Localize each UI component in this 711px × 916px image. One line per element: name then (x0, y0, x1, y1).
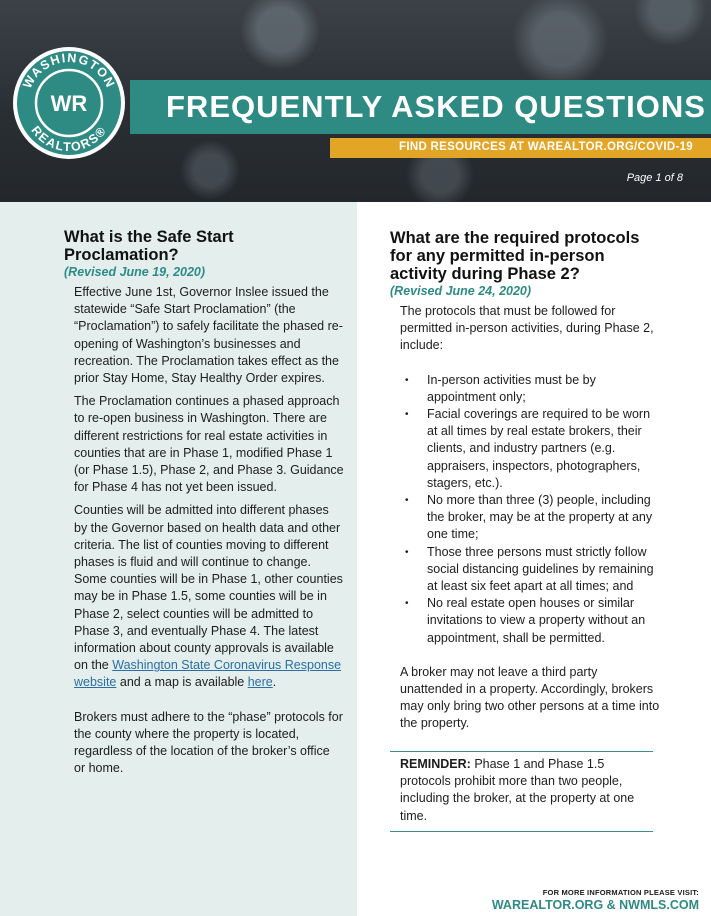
revised-date: (Revised June 19, 2020) (64, 265, 206, 279)
faq-phase2-protocols (390, 229, 660, 733)
coronavirus-response-link[interactable]: Washington State Coronavirus Response website (74, 658, 342, 690)
paragraph-text: . (272, 675, 277, 690)
title-band (130, 80, 711, 134)
page-header (0, 0, 711, 202)
paragraph: The protocols that must be followed for permitted in-person activities, during Phase 2, include: (400, 304, 654, 353)
reminder-label: REMINDER: (400, 757, 471, 771)
resources-band (330, 138, 711, 158)
faq-safe-start (64, 228, 344, 777)
protocol-list (400, 372, 662, 647)
page-title: FREQUENTLY ASKED QUESTIONS (166, 89, 706, 124)
paragraph: Brokers must adhere to the “phase” protocols for the county where the property is located, regardless of the location of the broker’s office or home. (74, 709, 343, 776)
list-item: • No more than three (3) people, including the broker, may be at the property at any one time; (400, 492, 662, 544)
question-heading: What is the Safe Start Proclamation? (64, 228, 234, 264)
paragraph: Effective June 1st, Governor Inslee issued the statewide “Safe Start Proclamation” (the “Proclamation”) to safely facilitate the phased re-opening of Washington’s businesses and recreation. The Proclamation takes effect as the prior Stay Home, Stay Healthy Order expires. (74, 285, 343, 386)
page-number: Page 1 of 8 (626, 172, 683, 184)
paragraph: The Proclamation continues a phased approach to re-open business in Washington. There are different restrictions for real estate activities in counties that are in Phase 1, modified Phase 1 (or Phase 1.5), Phase 2, and Phase 3. Guidance for Phase 4 has not yet been issued. (74, 394, 344, 495)
paragraph-text: Counties will be admitted into different phases by the Governor based on health data and other criteria. The list of counties moving to different phases is fluid and will continue to change. Some counties will be in Phase 1, other counties may be in Phase 1.5, some counties will be in Phase 2, select counties will be admitted to Phase 3, and eventually Phase 4. The latest information about county approvals is available on the (74, 503, 343, 673)
revised-date: (Revised June 24, 2020) (390, 284, 532, 298)
washington-realtors-logo (10, 44, 128, 162)
logo-bottom-text: REALTORS® (28, 123, 110, 155)
reminder-text: Phase 1 and Phase 1.5 protocols prohibit more than two people, including the broker, at the property at one time. (400, 757, 635, 823)
answer-body (400, 303, 662, 733)
list-item: • In-person activities must be by appointment only; (400, 372, 662, 406)
paragraph (74, 502, 344, 691)
logo-monogram: WR (50, 91, 88, 116)
list-item: • Facial coverings are required to be worn at all times by real estate brokers, their clients, and industry partners (e.g. appraisers, inspectors, photographers, stagers, etc.). (400, 406, 662, 492)
paragraph-text: and a map is available (116, 675, 248, 690)
reminder-box (390, 751, 653, 832)
question-heading: What are the required protocols for any permitted in-person activity during Phase 2? (390, 229, 640, 283)
logo-top-text: WASHINGTON (20, 50, 118, 91)
paragraph: A broker may not leave a third party unattended in a property. Accordingly, brokers may only bring two other persons at a time into the property. (400, 664, 660, 731)
answer-body (74, 284, 344, 777)
list-item: • Those three persons must strictly follow social distancing guidelines by remaining at least six feet apart at all times; and (400, 544, 662, 596)
map-link[interactable]: here (247, 675, 273, 690)
footer-sites: WAREALTOR.ORG & NWMLS.COM (491, 898, 699, 912)
footer-note: FOR MORE INFORMATION PLEASE VISIT: (542, 888, 699, 897)
resources-text: FIND RESOURCES AT WAREALTOR.ORG/COVID-19 (399, 141, 693, 153)
list-item: • No real estate open houses or similar invitations to view a property without an appointment, shall be permitted. (400, 595, 662, 647)
